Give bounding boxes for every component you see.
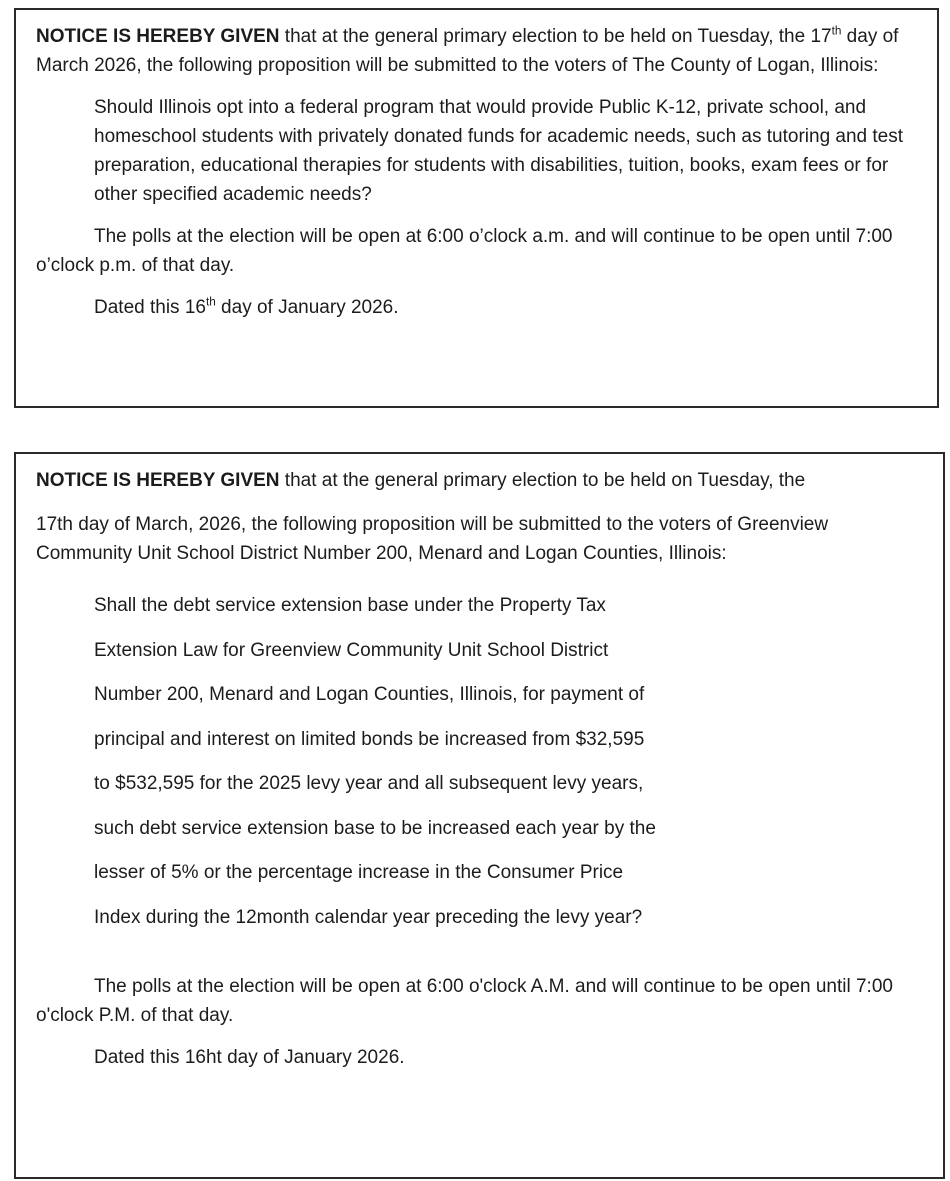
notice1-dated xyxy=(36,293,917,322)
notice-box-greenview-district xyxy=(14,452,945,1179)
notice2-polls: The polls at the election will be open at 6:00 o'clock A.M. and will continue to be open until 7:00 o'clock P.M. of that day. xyxy=(36,976,893,1026)
notice1-ordinal-suffix: th xyxy=(831,24,842,38)
notice2-dated: Dated this 16ht day of January 2026. xyxy=(94,1047,405,1068)
notice1-intro-paragraph xyxy=(36,22,917,80)
proposition-line: to $532,595 for the 2025 levy year and all subsequent levy years, xyxy=(94,773,644,794)
notice1-dated-text-1: Dated this 16 xyxy=(94,297,206,318)
notice2-heading: NOTICE IS HEREBY GIVEN xyxy=(36,470,280,491)
proposition-line: Extension Law for Greenview Community Unit School District xyxy=(94,639,609,661)
proposition-line: Shall the debt service extension base under the Property Tax xyxy=(94,595,606,616)
notice2-intro-rest: 17th day of March, 2026, the following proposition will be submitted to the voters of Greenview Community Unit School District Number 200, Menard and Logan Counties, Illinois: xyxy=(36,514,829,564)
notice1-heading: NOTICE IS HEREBY GIVEN xyxy=(36,26,280,47)
notice2-intro-text-1: that at the general primary election to be held on Tuesday, the xyxy=(279,470,806,491)
proposition-line: lesser of 5% or the percentage increase in the Consumer Price xyxy=(94,862,624,883)
notice-box-county-logan xyxy=(14,8,939,408)
notice1-polls: The polls at the election will be open at 6:00 o’clock a.m. and will continue to be open until 7:00 o’clock p.m. of that day. xyxy=(36,226,893,276)
proposition-line: principal and interest on limited bonds be increased from $32,595 xyxy=(94,728,645,750)
notice2-intro-line1 xyxy=(36,466,923,495)
proposition-line: such debt service extension base to be increased each year by the xyxy=(94,817,656,839)
proposition-line: Index during the 12month calendar year preceding the levy year? xyxy=(94,906,643,928)
proposition-line: Number 200, Menard and Logan Counties, Illinois, for payment of xyxy=(94,684,645,705)
notice1-intro-text-1: that at the general primary election to be held on Tuesday, the 17 xyxy=(279,26,832,47)
notice1-dated-text-2: day of January 2026. xyxy=(215,297,399,318)
notice1-proposition: Should Illinois opt into a federal program that would provide Public K-12, private school, and homeschool students with privately donated funds for academic needs, such as tutoring and test preparation, educational therapies for students with disabilities, tuition, books, exam fees or for other specified academic needs? xyxy=(94,97,904,205)
notice1-dated-ordinal-suffix: th xyxy=(205,295,216,309)
notice2-proposition xyxy=(94,584,923,940)
notice1-intro-text-2: day of March 2026, the following proposition will be submitted to the voters of The County of Logan, Illinois: xyxy=(36,26,899,76)
